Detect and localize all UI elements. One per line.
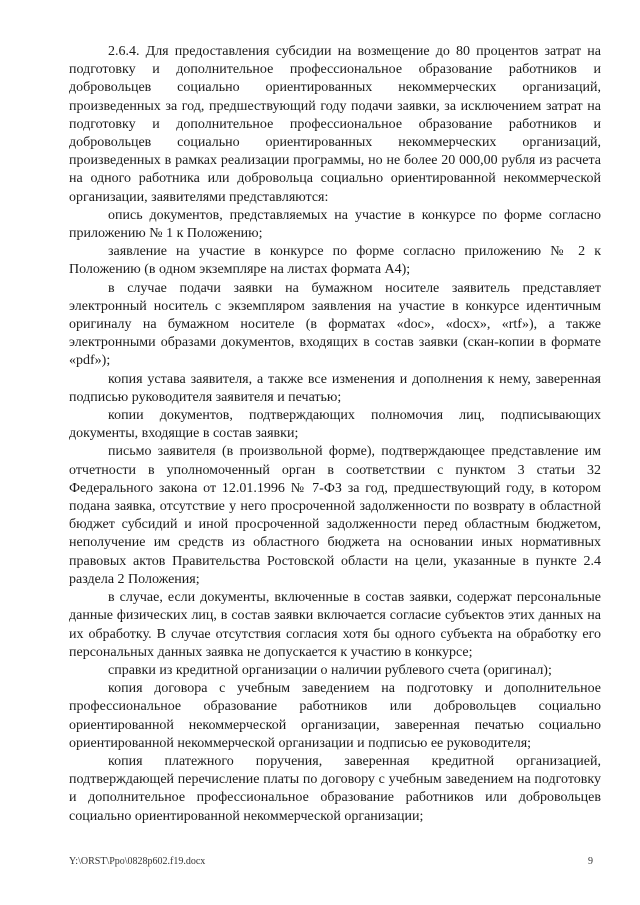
footer-file-path: Y:\ORST\Ppo\0828p602.f19.docx [69, 856, 206, 867]
list-item-inventory: опись документов, представляемых на участие в конкурсе по форме согласно приложению № 1 к Положению; [69, 207, 601, 242]
document-body [69, 43, 601, 826]
paragraph-2-6-4: 2.6.4. Для предоставления субсидии на возмещение до 80 процентов затрат на подготовку и дополнительное профессиональное образование работников и добровольцев социально ориентированных некоммерческих организаций, произведенных за год, предшествующий году подачи заявки, за исключением затрат на подготовку и дополнительное профессиональное образование работников и добровольцев социально ориентированных некоммерческих организаций, произведенных в рамках реализации программы, но не более 20 000,00 рубля из расчета на одного работника или добровольца социально ориентированной некоммерческой организации, заявителями представляются: [69, 44, 601, 205]
list-item-payment-order: копия платежного поручения, заверенная кредитной организацией, подтверждающей перечисление платы по договору с учебным заведением на подготовку и дополнительное профессиональное образование работников или добровольцев социально ориентированной некоммерческой организации; [69, 753, 601, 824]
footer-page-number: 9 [588, 856, 593, 867]
list-item-training-contract: копия договора с учебным заведением на подготовку и дополнительное профессиональное образование работников или добровольцев социально ориентированной некоммерческой организации, заверенная печатью социально ориентированной некоммерческой организации и подписью ее руководителя; [69, 681, 601, 751]
list-item-charter-copy: копия устава заявителя, а также все изменения и дополнения к нему, заверенная подписью руководителя заявителя и печатью; [69, 371, 601, 405]
list-item-bank-certificate: справки из кредитной организации о наличии рублевого счета (оригинал); [108, 662, 552, 678]
list-item-applicant-letter: письмо заявителя (в произвольной форме), подтверждающее представление им отчетности в уполномоченный орган в соответствии с пунктом 3 статьи 32 Федерального закона от 12.01.1996 № 7-ФЗ за год, предшествующий году, в котором подана заявка, отсутствие у него просроченной задолженности по возврату в областной бюджет субсидий и иной просроченной задолженности перед областным бюджетом, неполучение им средств из областного бюджета на основании иных нормативных правовых актов Правительства Ростовской области на цели, указанные в пункте 2.4 раздела 2 Положения; [69, 444, 601, 587]
list-item-personal-data-consent: в случае, если документы, включенные в состав заявки, содержат персональные данные физических лиц, в состав заявки включается согласие субъектов этих данных на их обработку. В случае отсутствия согласия хотя бы одного субъекта на обработку его персональных данных заявка не допускается к участию в конкурсе; [69, 590, 601, 660]
list-item-authority-documents: копии документов, подтверждающих полномочия лиц, подписывающих документы, входящие в состав заявки; [69, 408, 601, 442]
list-item-application: заявление на участие в конкурсе по форме согласно приложению № 2 к Положению (в одном экземпляре на листах формата А4); [69, 244, 601, 278]
list-item-electronic-media: в случае подачи заявки на бумажном носителе заявитель представляет электронный носитель с экземпляром заявления на участие в конкурсе идентичным оригиналу на бумажном носителе (в форматах «doc», «docx», «rtf»), а также электронными образами документов, входящих в состав заявки (скан-копии в формате «pdf»); [69, 280, 601, 369]
